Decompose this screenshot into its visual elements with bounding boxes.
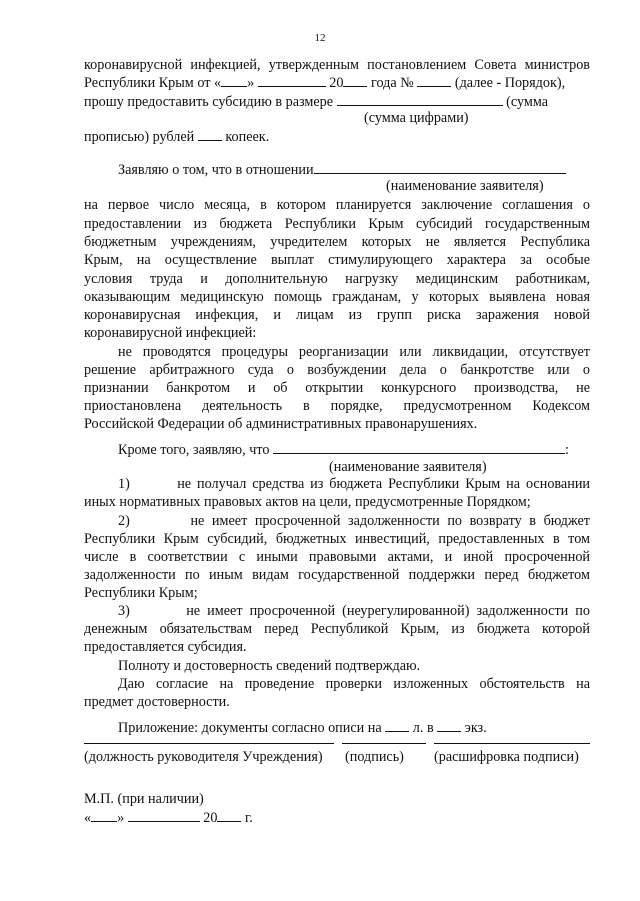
text-line: бюджетным учреждениям, учредителем которых не является Республика bbox=[84, 234, 590, 250]
consent-text: Даю согласие на проведение проверки изложенных обстоятельств на bbox=[118, 676, 590, 692]
sum-digits-caption: (сумма цифрами) bbox=[364, 110, 469, 126]
text-line: коронавирусной инфекцией: bbox=[84, 325, 257, 341]
signature-caption: (подпись) bbox=[345, 749, 404, 765]
decode-line[interactable] bbox=[434, 743, 590, 744]
text-line: Республики Крым; bbox=[84, 585, 198, 601]
stamp-label: М.П. (при наличии) bbox=[84, 791, 204, 807]
date-line: « » 20 г. bbox=[84, 810, 253, 826]
applicant-caption: (наименование заявителя) bbox=[386, 178, 544, 194]
list-item-1-first: 1) не получал средства из бюджета Республики Крым на основании bbox=[118, 476, 591, 492]
copies-blank[interactable] bbox=[437, 719, 461, 732]
date-year-blank[interactable] bbox=[217, 809, 241, 822]
text-line: предоставлении из бюджета Республики Крым субсидий государственным bbox=[84, 216, 590, 232]
applicant-name-blank[interactable] bbox=[314, 161, 566, 174]
sum-words-line: прописью) рублей копеек. bbox=[84, 129, 270, 145]
month-blank[interactable] bbox=[258, 74, 326, 87]
text-line: коронавирусная инфекция, и лицам из групп риска заражения новой bbox=[84, 307, 590, 323]
declaration-line: Заявляю о том, что в отношении bbox=[118, 161, 590, 179]
text-line: Крым, на осуществление выплат стимулирующего характера за особые bbox=[84, 252, 590, 268]
text-line: Российской Федерации об административных правонарушениях. bbox=[84, 416, 478, 432]
applicant-name-blank-2[interactable] bbox=[273, 441, 565, 454]
date-number-line: Республики Крым от « » 20 года № (далее - Порядок), bbox=[84, 75, 566, 91]
day-blank[interactable] bbox=[221, 74, 247, 87]
applicant-caption-2: (наименование заявителя) bbox=[329, 459, 487, 475]
date-month-blank[interactable] bbox=[128, 809, 200, 822]
text-line: коронавирусной инфекцией, утвержденным постановлением Совета министров bbox=[84, 57, 590, 73]
list-item-3-first: 3) не имеет просроченной (неурегулированной) задолженности по bbox=[118, 603, 590, 619]
list-item-2-first: 2) не имеет просроченной задолженности по возврату в бюджет bbox=[118, 513, 590, 529]
text-line: предоставляется субсидия. bbox=[84, 639, 247, 655]
text-line: задолженности по иным видам государственной поддержки перед бюджетом bbox=[84, 567, 590, 583]
position-line[interactable] bbox=[84, 743, 334, 744]
kopeks-blank[interactable] bbox=[198, 128, 222, 141]
text-line: денежным обязательствам перед Республикой Крым, из бюджета которой bbox=[84, 621, 590, 637]
page-number: 12 bbox=[314, 32, 326, 44]
text-line: числе в соответствии с иными правовыми актами, и иной просроченной bbox=[84, 549, 590, 565]
text-line: условия труда и дополнительную нагрузку медицинским работникам, bbox=[84, 271, 590, 287]
sum-digits-blank[interactable] bbox=[337, 93, 503, 106]
text-line: не проводятся процедуры реорганизации или ликвидации, отсутствует bbox=[118, 344, 590, 360]
subsidy-line: прошу предоставить субсидию в размере (сумма bbox=[84, 94, 549, 110]
additional-declaration-line: Кроме того, заявляю, что : bbox=[118, 442, 569, 458]
date-day-blank[interactable] bbox=[91, 809, 117, 822]
consent-text-end: предмет достоверности. bbox=[84, 694, 230, 710]
text-line: оказывающим медицинскую помощь гражданам, у которых выявлена новая bbox=[84, 289, 590, 305]
decode-caption: (расшифровка подписи) bbox=[434, 749, 579, 765]
text-line: иных нормативных правовых актов на цели, предусмотренные Порядком; bbox=[84, 494, 531, 510]
confirmation-text: Полноту и достоверность сведений подтверждаю. bbox=[118, 658, 421, 674]
year-blank[interactable] bbox=[343, 74, 367, 87]
text-line: признании банкротом и об открытии конкурсного производства, не bbox=[84, 380, 590, 396]
doc-number-blank[interactable] bbox=[417, 74, 451, 87]
attachment-line: Приложение: документы согласно описи на л. в экз. bbox=[118, 720, 487, 736]
text-line: Республики Крым субсидий, бюджетных инвестиций, предоставленных в том bbox=[84, 531, 590, 547]
sheets-blank[interactable] bbox=[385, 719, 409, 732]
position-caption: (должность руководителя Учреждения) bbox=[84, 749, 323, 765]
text-line: на первое число месяца, в котором планируется заключение соглашения о bbox=[84, 197, 590, 213]
text-line: решение арбитражного суда о возбуждении дела о банкротстве или о bbox=[84, 362, 590, 378]
text-line: приостановлена деятельность в порядке, предусмотренном Кодексом bbox=[84, 398, 590, 414]
signature-line[interactable] bbox=[342, 743, 426, 744]
